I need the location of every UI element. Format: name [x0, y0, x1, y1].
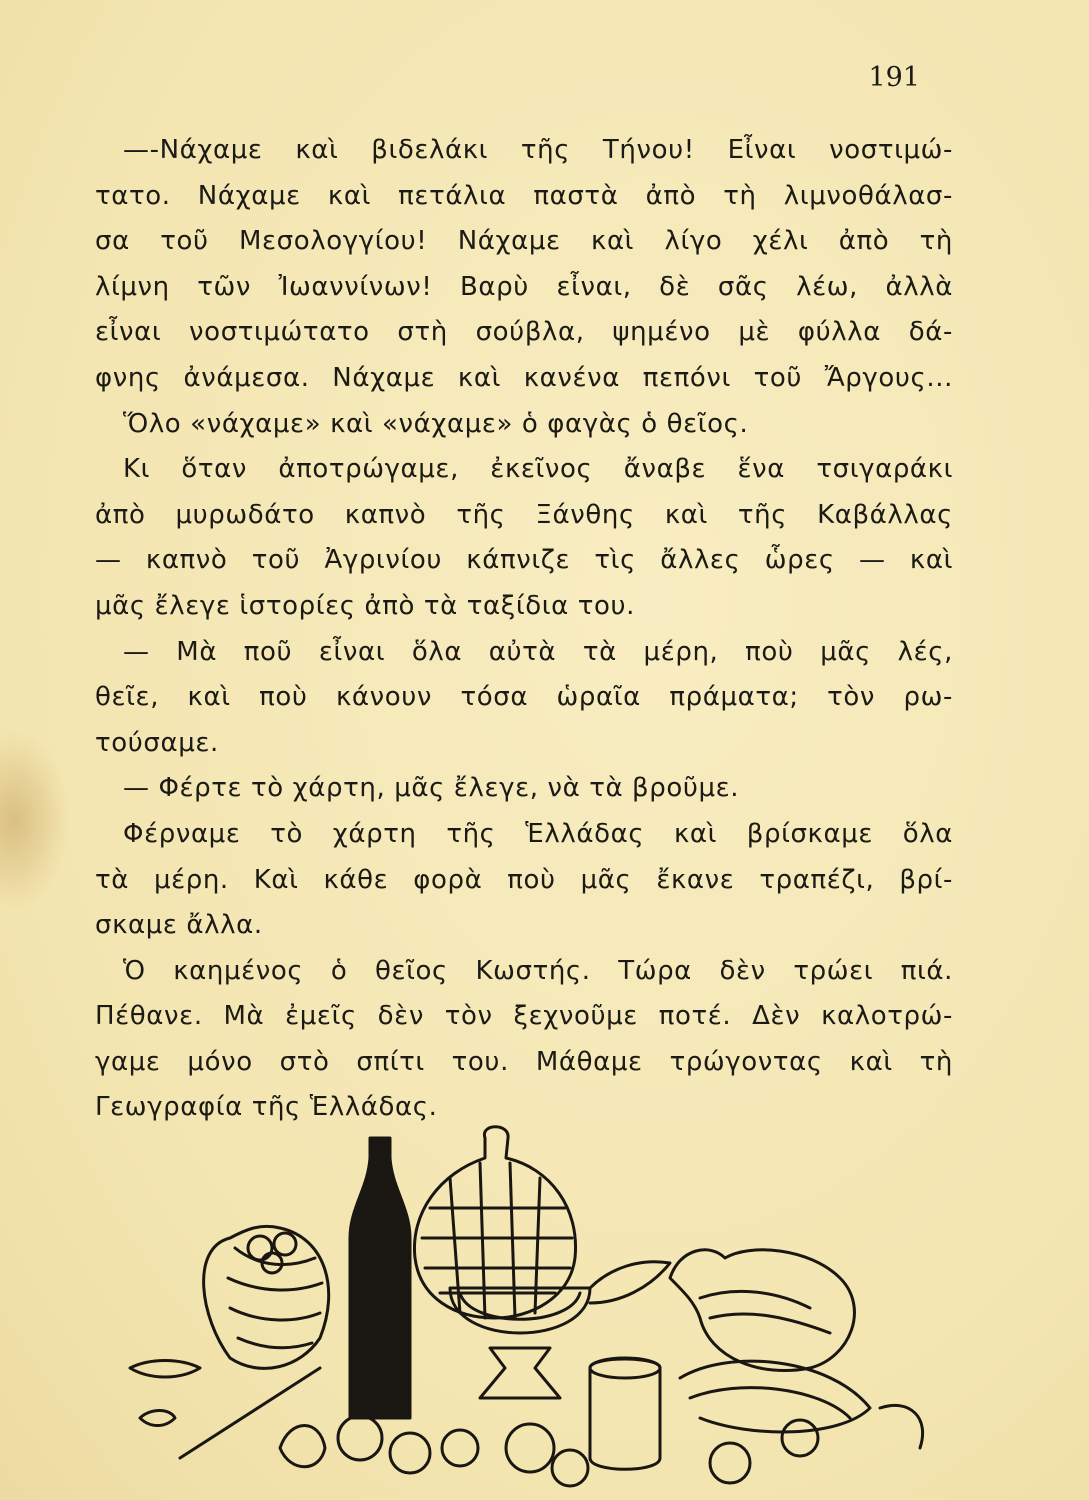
text-line: τούσαμε.: [95, 727, 219, 758]
text-line: τατο. Νάχαμε καὶ πετάλια παστὰ ἀπὸ τὴ λιμνοθάλασ-: [95, 180, 953, 211]
text-line: μᾶς ἔλεγε ἱστορίες ἀπὸ τὰ ταξίδια του.: [95, 590, 636, 621]
text-line: — Φέρτε τὸ χάρτη, μᾶς ἔλεγε, νὰ τὰ βροῦμε.: [123, 773, 740, 804]
text-line: Γεωγραφία τῆς Ἑλλάδας.: [95, 1092, 438, 1123]
text-line: Ὅλο «νάχαμε» καὶ «νάχαμε» ὁ φαγὰς ὁ θεῖος.: [123, 408, 749, 439]
still-life-illustration: [110, 1118, 970, 1498]
text-line: λίμνη τῶν Ἰωαννίνων! Βαρὺ εἶναι, δὲ σᾶς λέω, ἀλλὰ: [95, 271, 953, 302]
text-line: σα τοῦ Μεσολογγίου! Νάχαμε καὶ λίγο χέλι ἀπὸ τὴ: [95, 226, 953, 257]
text-line: σκαμε ἄλλα.: [95, 910, 263, 941]
text-line: εἶναι νοστιμώτατο στὴ σούβλα, ψημένο μὲ φύλλα δά-: [95, 317, 953, 348]
text-line: —-Νάχαμε καὶ βιδελάκι τῆς Τήνου! Εἶναι νοστιμώ-: [123, 135, 953, 165]
text-line: φνης ἀνάμεσα. Νάχαμε καὶ κανένα πεπόνι τοῦ Ἄργους...: [95, 362, 953, 393]
text-line: Ὁ καημένος ὁ θεῖος Κωστής. Τώρα δὲν τρώει πιά.: [123, 955, 953, 986]
text-line: ἀπὸ μυρωδάτο καπνὸ τῆς Ξάνθης καὶ τῆς Καβάλλας: [95, 499, 953, 530]
page-number: 191: [868, 62, 920, 93]
text-line: Κι ὅταν ἀποτρώγαμε, ἐκεῖνος ἄναβε ἕνα τσιγαράκι: [123, 454, 953, 485]
text-line: Φέρναμε τὸ χάρτη τῆς Ἑλλάδας καὶ βρίσκαμε ὅλα: [123, 818, 953, 849]
text-line: — Μὰ ποῦ εἶναι ὅλα αὐτὰ τὰ μέρη, ποὺ μᾶς λές,: [123, 636, 953, 667]
text-line: τὰ μέρη. Καὶ κάθε φορὰ ποὺ μᾶς ἔκανε τραπέζι, βρί-: [95, 864, 953, 895]
text-line: θεῖε, καὶ ποὺ κάνουν τόσα ὡραῖα πράματα; τὸν ρω-: [95, 682, 953, 713]
page-stain: [0, 730, 70, 910]
body-text: [95, 128, 953, 1131]
text-line: Πέθανε. Μὰ ἐμεῖς δὲν τὸν ξεχνοῦμε ποτέ. Δὲν καλοτρώ-: [95, 1001, 953, 1032]
text-line: — καπνὸ τοῦ Ἀγρινίου κάπνιζε τὶς ἄλλες ὧρες — καὶ: [95, 545, 953, 576]
text-line: γαμε μόνο στὸ σπίτι του. Μάθαμε τρώγοντας καὶ τὴ: [95, 1046, 953, 1077]
